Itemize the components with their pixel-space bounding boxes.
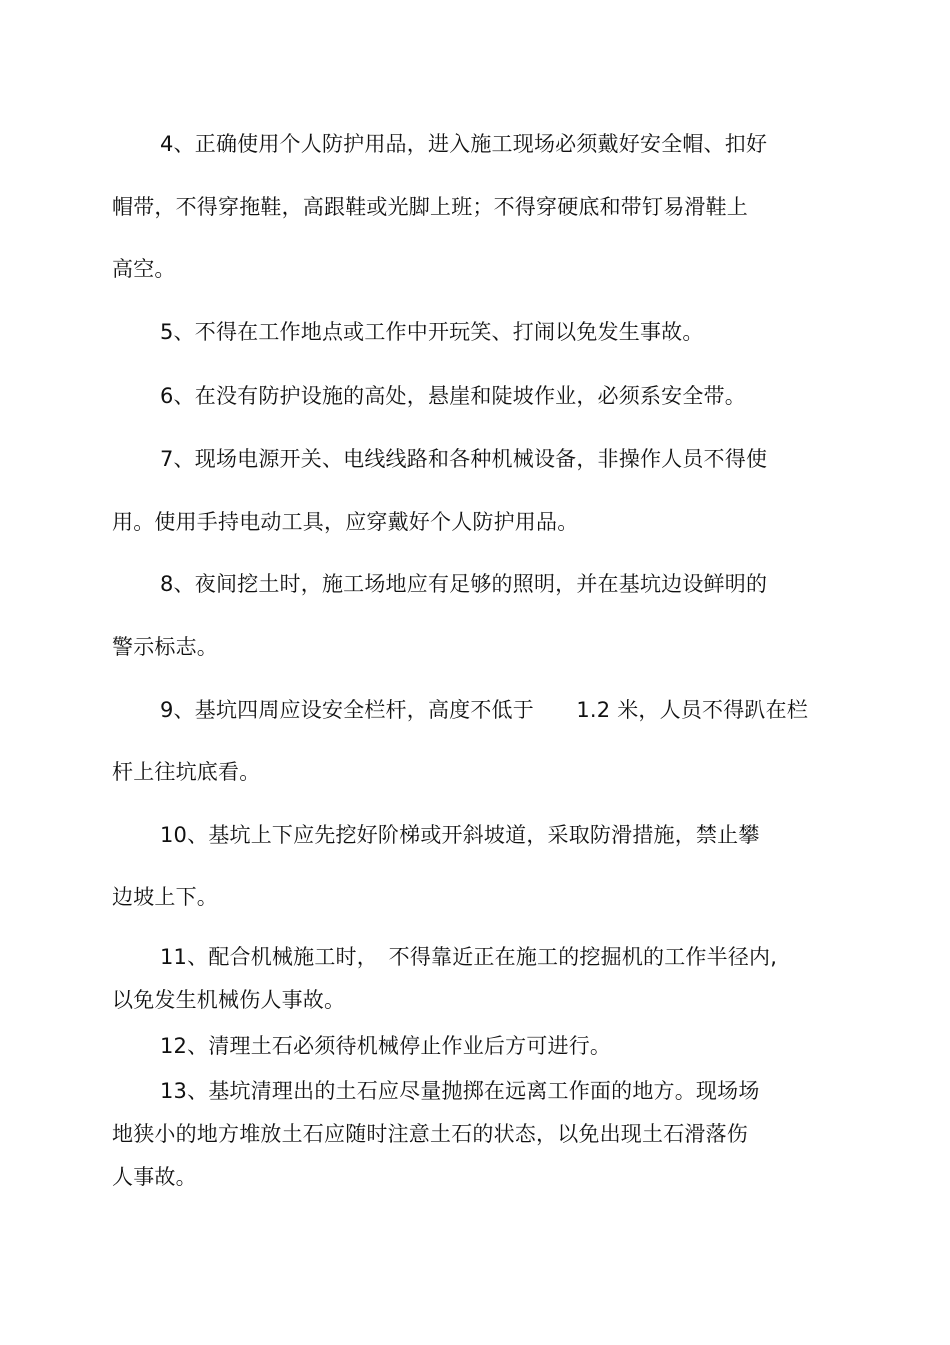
item-13-line-3: 人事故。 [112, 1165, 197, 1189]
item-11-line-2: 以免发生机械伤人事故。 [112, 988, 346, 1012]
item-5-line-1: 5、不得在工作地点或工作中开玩笑、打闹以免发生事故。 [160, 320, 704, 344]
item-7-line-2: 用。使用手持电动工具，应穿戴好个人防护用品。 [112, 510, 579, 534]
item-4-line-3: 高空。 [112, 257, 176, 281]
item-13-line-1: 13、基坑清理出的土石应尽量抛掷在远离工作面的地方。现场场 [160, 1079, 760, 1103]
item-11-line-1: 11、配合机械施工时， 不得靠近正在施工的挖掘机的工作半径内, [160, 945, 778, 969]
item-12-line-1: 12、清理土石必须待机械停止作业后方可进行。 [160, 1034, 612, 1058]
item-8-line-1: 8、夜间挖土时，施工场地应有足够的照明，并在基坑边设鲜明的 [160, 572, 768, 596]
item-4-line-2: 帽带，不得穿拖鞋，高跟鞋或光脚上班；不得穿硬底和带钉易滑鞋上 [112, 195, 748, 219]
item-10-line-1: 10、基坑上下应先挖好阶梯或开斜坡道，采取防滑措施，禁止攀 [160, 823, 760, 847]
item-8-line-2: 警示标志。 [112, 635, 218, 659]
item-9-line-2: 杆上往坑底看。 [112, 760, 261, 784]
item-4-line-1: 4、正确使用个人防护用品，进入施工现场必须戴好安全帽、扣好 [160, 132, 768, 156]
item-13-line-2: 地狭小的地方堆放土石应随时注意土石的状态，以免出现土石滑落伤 [112, 1122, 748, 1146]
item-10-line-2: 边坡上下。 [112, 885, 218, 909]
item-6-line-1: 6、在没有防护设施的高处，悬崖和陡坡作业，必须系安全带。 [160, 384, 746, 408]
item-9-line-1: 9、基坑四周应设安全栏杆，高度不低于 1.2 米，人员不得趴在栏 [160, 698, 809, 722]
item-7-line-1: 7、现场电源开关、电线线路和各种机械设备，非操作人员不得使 [160, 447, 768, 471]
